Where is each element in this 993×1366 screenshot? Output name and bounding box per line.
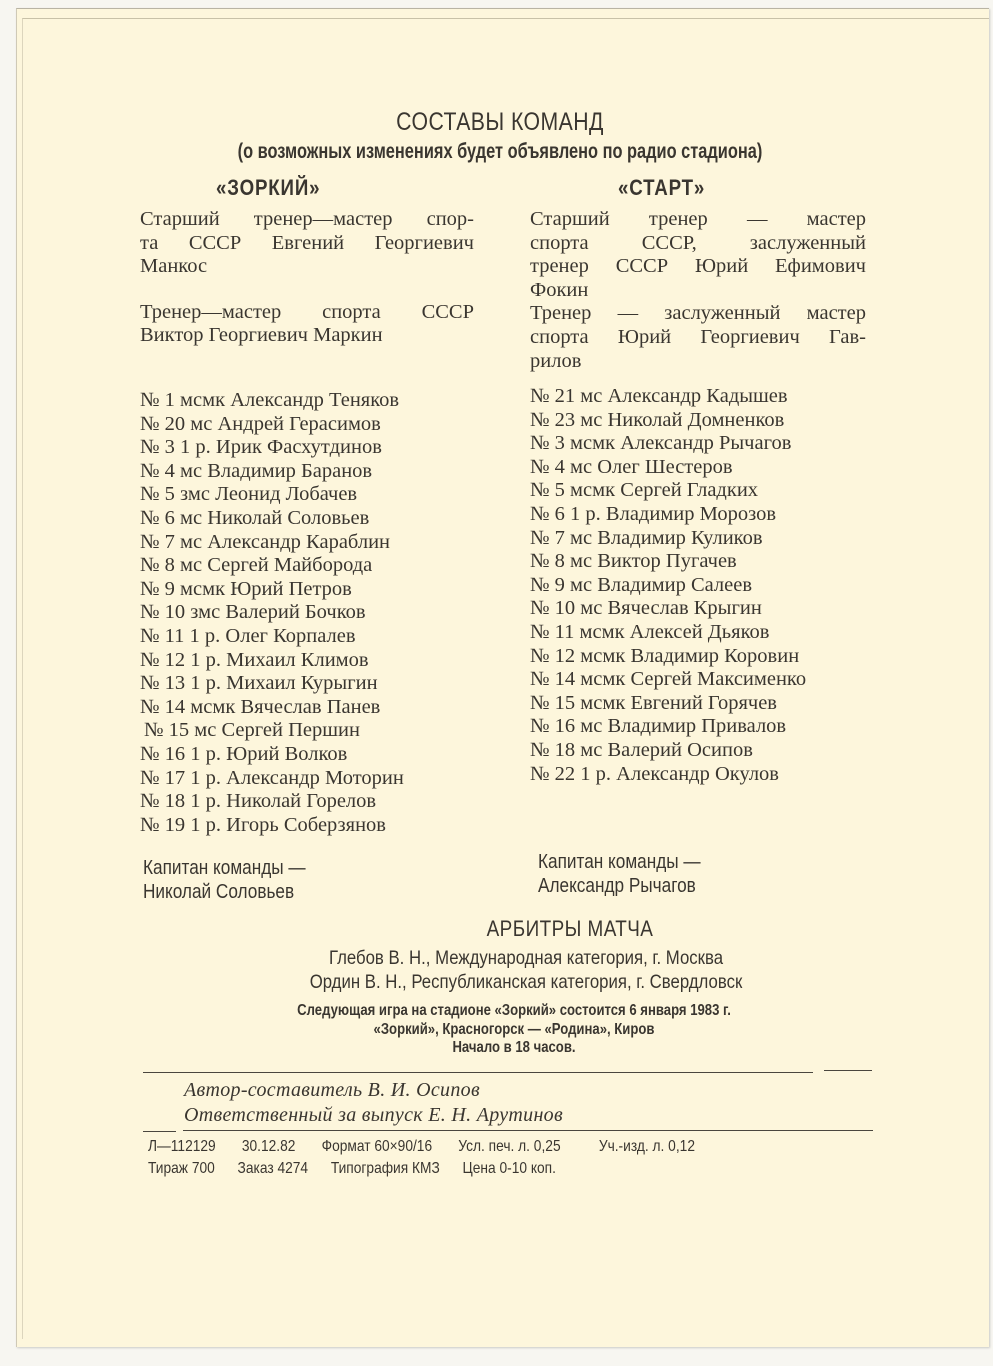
printing-house: Типография КМЗ	[330, 1160, 440, 1177]
player-row: № 8 мс Сергей Майборода	[140, 554, 373, 577]
team-name-zorky: «ЗОРКИЙ»	[216, 175, 321, 200]
player-row: № 4 мс Владимир Баранов	[140, 459, 373, 482]
player-row: № 23 мс Николай Домненков	[530, 408, 785, 431]
player-row: № 11 мсмк Алексей Дьяков	[530, 620, 770, 643]
credits	[184, 1078, 563, 1128]
author-line: Автор-составитель В. И. Осипов	[184, 1079, 480, 1101]
referee-line: Глебов В. Н., Международная категория, г. Москва	[328, 947, 724, 969]
zorky-coaches	[140, 208, 474, 348]
imprint	[148, 1136, 695, 1180]
player-row: № 11 1 р. Олег Корпалев	[140, 624, 356, 647]
divider-bottom-short	[143, 1131, 176, 1132]
start-coaches	[530, 208, 866, 373]
player-row: № 14 мсмк Вячеслав Панев	[140, 695, 381, 718]
divider-bottom	[183, 1130, 873, 1131]
start-captain	[538, 850, 701, 898]
player-row: № 18 1 р. Николай Горелов	[140, 790, 377, 813]
captain-label: Капитан команды —	[143, 857, 306, 879]
player-row: № 6 мс Николай Соловьев	[140, 506, 370, 529]
zorky-roster	[140, 389, 404, 837]
page-title: СОСТАВЫ КОМАНД	[396, 108, 604, 136]
start-roster	[530, 385, 806, 786]
print-sheets: Усл. печ. л. 0,25	[458, 1138, 561, 1155]
player-row: № 3 1 р. Ирик Фасхутдинов	[140, 436, 382, 459]
zorky-captain	[143, 856, 306, 904]
player-row: № 8 мс Виктор Пугачев	[530, 550, 737, 573]
coach-line: Фокин	[530, 278, 589, 301]
print-run: Тираж 700	[148, 1160, 215, 1177]
referees-title: АРБИТРЫ МАТЧА	[486, 916, 654, 941]
player-row: № 6 1 р. Владимир Морозов	[530, 502, 777, 525]
assistant-line: Тренер — заслуженный мастер	[530, 302, 866, 325]
print-format: Формат 60×90/16	[321, 1138, 433, 1155]
player-row: № 17 1 р. Александр Моторин	[140, 766, 404, 789]
player-row: № 5 мсмк Сергей Гладких	[530, 479, 759, 502]
imprint-row-1	[148, 1136, 695, 1158]
next-game-line: «Зоркий», Красногорск — «Родина», Киров	[373, 1020, 655, 1038]
next-game-line: Начало в 18 часов.	[452, 1039, 576, 1056]
coach-line: спорта СССР, заслуженный	[530, 231, 866, 254]
captain-name: Николай Соловьев	[143, 881, 295, 903]
player-row: № 22 1 р. Александр Окулов	[530, 762, 779, 785]
next-game-line: Следующая игра на стадионе «Зоркий» состоится 6 января 1983 г.	[297, 1002, 731, 1019]
player-row: № 21 мс Александр Кадышев	[530, 385, 788, 407]
print-order-code: Л—112129	[148, 1138, 216, 1155]
player-row: № 15 мс Сергей Першин	[144, 719, 360, 742]
player-row: № 10 змс Валерий Бочков	[140, 601, 366, 624]
page-subtitle: (о возможных изменениях будет объявлено по радио стадиона)	[237, 140, 763, 163]
player-row: № 9 мсмк Юрий Петров	[140, 577, 352, 600]
assistant-line: спорта Юрий Георгиевич Гав-	[530, 325, 866, 348]
player-row: № 12 мсмк Владимир Коровин	[530, 644, 800, 667]
player-row: № 7 мс Владимир Куликов	[530, 526, 763, 549]
player-row: № 10 мс Вячеслав Крыгин	[530, 597, 762, 620]
player-row: № 5 змс Леонид Лобачев	[140, 483, 358, 506]
assistant-line: рилов	[530, 349, 582, 372]
coach-line: тренер СССР Юрий Ефимович	[530, 255, 866, 278]
divider-top	[143, 1072, 813, 1073]
coach-line: та СССР Евгений Георгиевич	[140, 231, 474, 254]
next-game-notice	[93, 1002, 936, 1058]
assistant-line: Тренер—мастер спорта СССР	[140, 300, 474, 323]
player-row: № 16 1 р. Юрий Волков	[140, 742, 348, 765]
player-row: № 16 мс Владимир Привалов	[530, 715, 787, 738]
order-number: Заказ 4274	[237, 1160, 309, 1177]
divider-top-short	[824, 1070, 872, 1071]
player-row: № 9 мс Владимир Салеев	[530, 573, 753, 596]
player-row: № 14 мсмк Сергей Максименко	[530, 668, 807, 691]
print-date: 30.12.82	[241, 1138, 296, 1155]
assistant-line: Виктор Георгиевич Маркин	[140, 324, 383, 347]
team-name-start: «СТАРТ»	[618, 175, 706, 200]
price: Цена 0-10 коп.	[462, 1160, 556, 1177]
coach-line: Манкос	[140, 255, 208, 278]
responsible-line: Ответственный за выпуск Е. Н. Арутинов	[184, 1104, 563, 1126]
coach-line: Старший тренер—мастер спор-	[140, 208, 474, 230]
player-row: № 1 мсмк Александр Теняков	[140, 389, 400, 411]
player-row: № 12 1 р. Михаил Климов	[140, 648, 369, 671]
player-row: № 13 1 р. Михаил Курыгин	[140, 672, 378, 695]
referees-list	[74, 946, 979, 994]
player-row: № 4 мс Олег Шестеров	[530, 455, 733, 478]
coach-line: Старший тренер — мастер	[530, 208, 866, 230]
player-row: № 20 мс Андрей Герасимов	[140, 412, 381, 435]
player-row: № 7 мс Александр Караблин	[140, 530, 391, 553]
captain-name: Александр Рычагов	[538, 875, 696, 897]
player-row: № 18 мс Валерий Осипов	[530, 738, 753, 761]
player-row: № 15 мсмк Евгений Горячев	[530, 691, 777, 714]
referee-line: Ордин В. Н., Республиканская категория, г. Свердловск	[309, 971, 743, 993]
player-row: № 19 1 р. Игорь Соберзянов	[140, 813, 386, 836]
publisher-sheets: Уч.-изд. л. 0,12	[598, 1138, 695, 1155]
imprint-row-2	[148, 1158, 695, 1180]
player-row: № 3 мсмк Александр Рычагов	[530, 432, 792, 455]
captain-label: Капитан команды —	[538, 851, 701, 873]
